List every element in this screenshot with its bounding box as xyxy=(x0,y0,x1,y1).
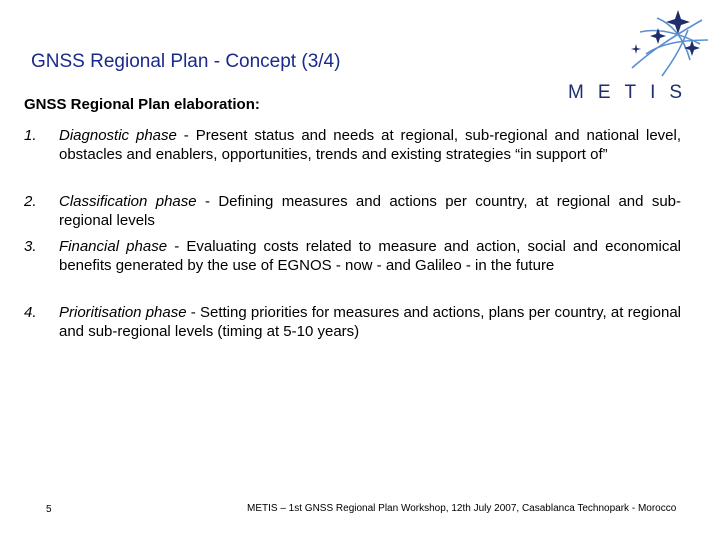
item-number: 3. xyxy=(24,238,37,255)
item-body xyxy=(59,303,681,341)
item-number: 4. xyxy=(24,304,37,321)
logo-text: METIS xyxy=(568,82,697,103)
item-phase: Financial phase xyxy=(59,238,168,255)
item-phase: Classification phase xyxy=(59,193,197,210)
item-body xyxy=(59,237,681,275)
item-phase: Prioritisation phase xyxy=(59,304,187,321)
item-number: 1. xyxy=(24,127,37,144)
item-body xyxy=(59,192,681,230)
list-item xyxy=(24,237,681,275)
list-item xyxy=(24,303,681,341)
item-text: - Evaluating costs related to measure and action, social and economical benefits generated by the use of EGNOS - now - and Galileo - in the future xyxy=(59,238,681,274)
list-item xyxy=(24,126,681,164)
footer-text: METIS – 1st GNSS Regional Plan Workshop, 12th July 2007, Casablanca Technopark - Morocco xyxy=(247,503,677,514)
globe-orbit-logo-icon xyxy=(562,10,712,82)
item-text: - Present status and needs at regional, sub-regional and national level, obstacles and enablers, opportunities, trends and existing strategies “in support of” xyxy=(59,127,682,163)
item-text: - Defining measures and actions per country, at regional and sub-regional levels xyxy=(59,193,682,229)
item-text: - Setting priorities for measures and actions, plans per country, at regional and sub-regional levels (timing at 5-10 years) xyxy=(59,304,681,340)
page-number: 5 xyxy=(46,504,52,515)
list-item xyxy=(24,192,681,230)
item-number: 2. xyxy=(24,193,37,210)
metis-logo xyxy=(562,10,712,103)
item-body xyxy=(59,126,681,164)
section-heading: GNSS Regional Plan elaboration: xyxy=(24,96,260,113)
slide-title: GNSS Regional Plan - Concept (3/4) xyxy=(31,51,341,72)
item-phase: Diagnostic phase xyxy=(59,127,177,144)
